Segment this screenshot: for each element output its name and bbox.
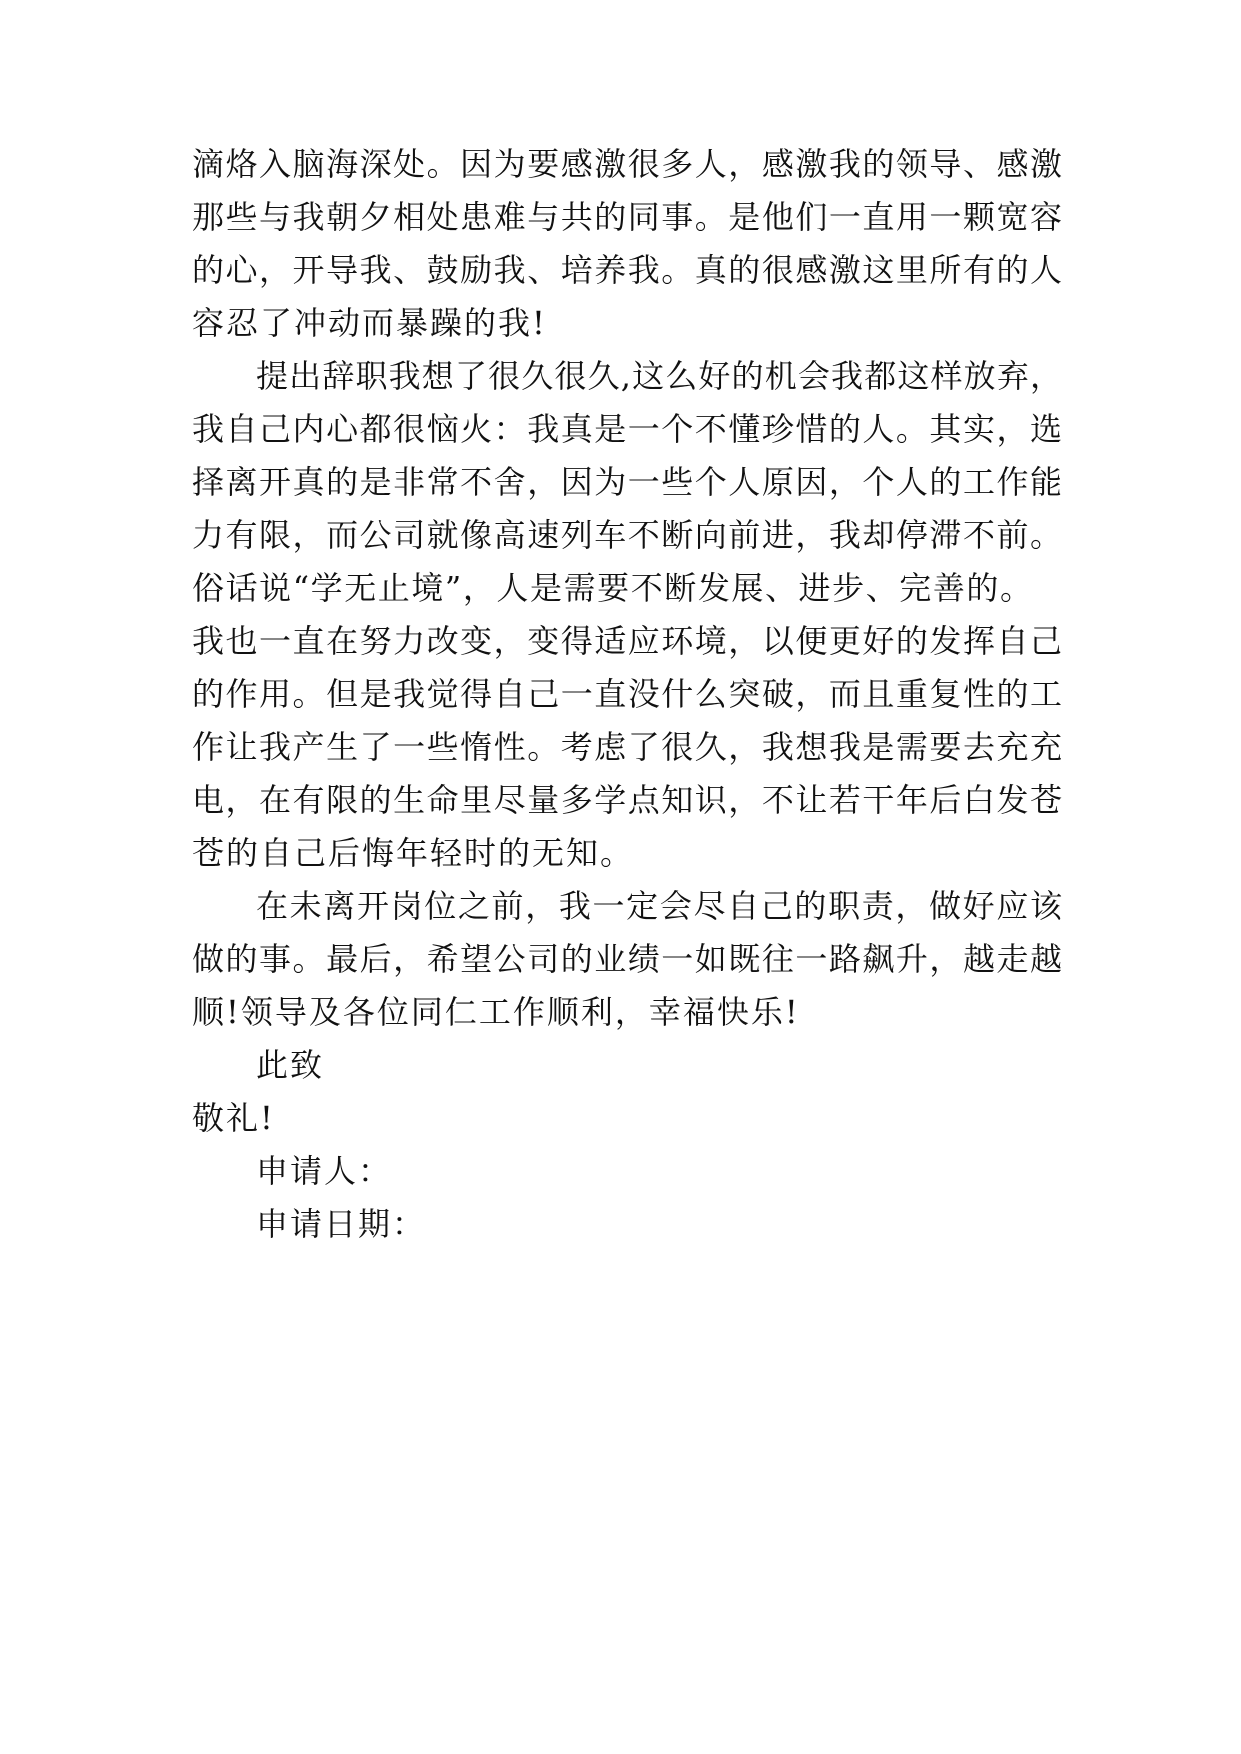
body-line: 俗话说“学无止境”，人是需要不断发展、进步、完善的。: [192, 569, 1032, 607]
application-date-label: 申请日期：: [256, 1205, 427, 1243]
applicant-label: 申请人：: [256, 1152, 393, 1190]
body-line: 我自己内心都很恼火：我真是一个不懂珍惜的人。其实，选: [192, 410, 1062, 448]
body-line: 顺!领导及各位同仁工作顺利，幸福快乐!: [192, 993, 800, 1031]
body-line: 做的事。最后，希望公司的业绩一如既往一路飙升，越走越: [192, 940, 1062, 978]
body-line: 作让我产生了一些惰性。考虑了很久，我想我是需要去充充: [192, 728, 1062, 766]
body-line: 择离开真的是非常不舍，因为一些个人原因，个人的工作能: [192, 463, 1062, 501]
body-line: 的作用。但是我觉得自己一直没什么突破，而且重复性的工: [192, 675, 1062, 713]
body-line: 那些与我朝夕相处患难与共的同事。是他们一直用一颗宽容: [192, 198, 1062, 236]
closing-salutation: 敬礼!: [192, 1099, 275, 1137]
body-line: 我也一直在努力改变，变得适应环境，以便更好的发挥自己: [192, 622, 1062, 660]
closing-phrase: 此致: [256, 1046, 325, 1084]
body-line: 的心，开导我、鼓励我、培养我。真的很感激这里所有的人: [192, 251, 1062, 289]
body-line: 滴烙入脑海深处。因为要感激很多人，感激我的领导、感激: [192, 145, 1062, 183]
paragraph-first-line: 在未离开岗位之前，我一定会尽自己的职责，做好应该: [256, 887, 1062, 925]
body-line: 电，在有限的生命里尽量多学点知识，不让若干年后白发苍: [192, 781, 1062, 819]
body-line: 苍的自己后悔年轻时的无知。: [192, 834, 635, 872]
body-line: 力有限，而公司就像高速列车不断向前进，我却停滞不前。: [192, 516, 1062, 554]
paragraph-first-line: 提出辞职我想了很久很久,这么好的机会我都这样放弃，: [256, 357, 1062, 395]
body-line: 容忍了冲动而暴躁的我!: [192, 304, 547, 342]
